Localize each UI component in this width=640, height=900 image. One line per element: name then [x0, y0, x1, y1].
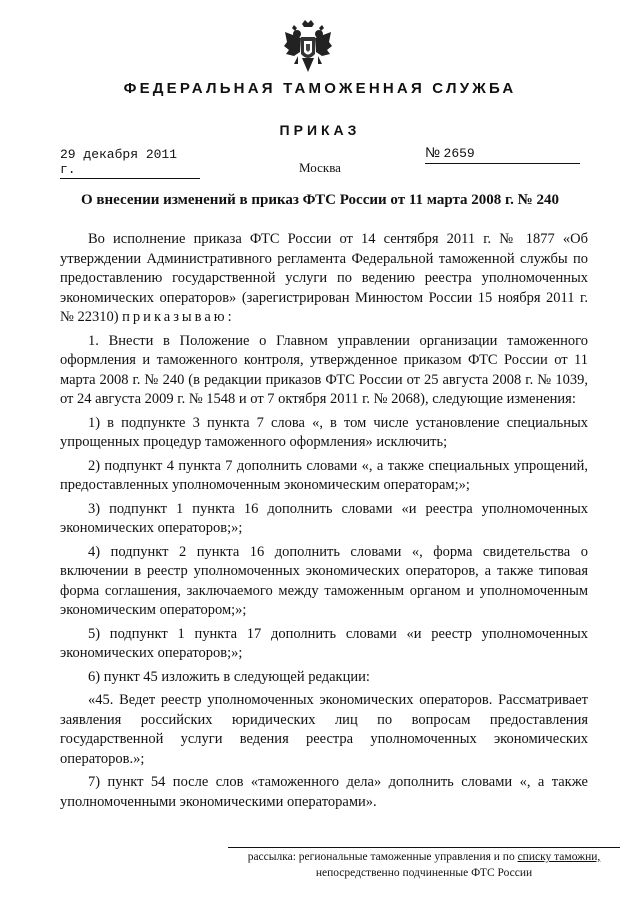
agency-name: ФЕДЕРАЛЬНАЯ ТАМОЖЕННАЯ СЛУЖБА	[123, 80, 517, 97]
list-item: 4) подпункт 2 пункта 16 дополнить словами «, форма свидетельства о включении в реестр уполномоченных экономических операторов, а также типовая форма соглашения, заключаемого между таможенным органом и уполномоченным экономическим оператором;»;	[60, 543, 588, 618]
preamble-text: Во исполнение приказа ФТС России от 14 сентября 2011 г. № 1877 «Об утверждении Административного регламента Федеральной таможенной службы по предоставлению государственной услуги по ведению реестра уполномоченных экономических операторов» (зарегистрирован Минюстом России 15 ноября 2011 г. № 22310)	[60, 231, 588, 325]
order-subject: О внесении изменений в приказ ФТС России от 11 марта 2008 г. № 240	[81, 192, 559, 208]
list-item: 6) пункт 45 изложить в следующей редакции:	[88, 668, 370, 685]
footer-divider	[228, 847, 620, 848]
distribution-line-1	[228, 849, 620, 865]
city: Москва	[299, 160, 341, 175]
distribution-line-2: непосредственно подчиненные ФТС России	[315, 867, 533, 879]
list-item: 1) в подпункте 3 пункта 7 слова «, в том числе установление специальных упрощенных процедур таможенного оформления» исключить;	[60, 414, 588, 450]
order-word: приказываю:	[122, 309, 235, 325]
document-type: ПРИКАЗ	[279, 122, 361, 138]
list-item: 7) пункт 54 после слов «таможенного дела» дополнить словами «, а также уполномоченными экономическими операторами».	[60, 774, 588, 810]
list-item: 2) подпункт 4 пункта 7 дополнить словами «, а также специальных упрощений, предоставленных уполномоченным экономическим операторам;»;	[60, 457, 588, 493]
preamble	[60, 230, 588, 328]
list-item: 3) подпункт 1 пункта 16 дополнить словами «и реестра уполномоченных экономических операторов;»;	[60, 500, 588, 536]
distribution-link: списку таможни,	[517, 851, 601, 863]
list-item: «45. Ведет реестр уполномоченных экономических операторов. Рассматривает заявления российских юридических лиц по вопросам предоставления государственной услуги ведения реестра уполномоченных экономических операторов.»;	[60, 692, 588, 767]
number-value: 2659	[443, 146, 475, 161]
number-sign: №	[425, 144, 441, 160]
list-item: 1. Внести в Положение о Главном управлении организации таможенного оформления и таможенного контроля, утвержденное приказом ФТС России от 11 марта 2008 г. № 240 (в редакции приказов ФТС России от 25 августа 2008 г. № 1039, от 24 августа 2009 г. № 1548 и от 7 октября 2011 г. № 2068), следующие изменения:	[60, 332, 588, 407]
order-body	[60, 230, 588, 812]
list-item: 5) подпункт 1 пункта 17 дополнить словами «и реестр уполномоченных экономических операторов;»;	[60, 625, 588, 661]
coat-of-arms-emblem	[282, 18, 334, 76]
distribution-note	[228, 849, 620, 881]
distribution-prefix: рассылка: региональные таможенные управления и по	[247, 851, 515, 863]
order-date: 29 декабря 2011 г.	[60, 147, 200, 179]
